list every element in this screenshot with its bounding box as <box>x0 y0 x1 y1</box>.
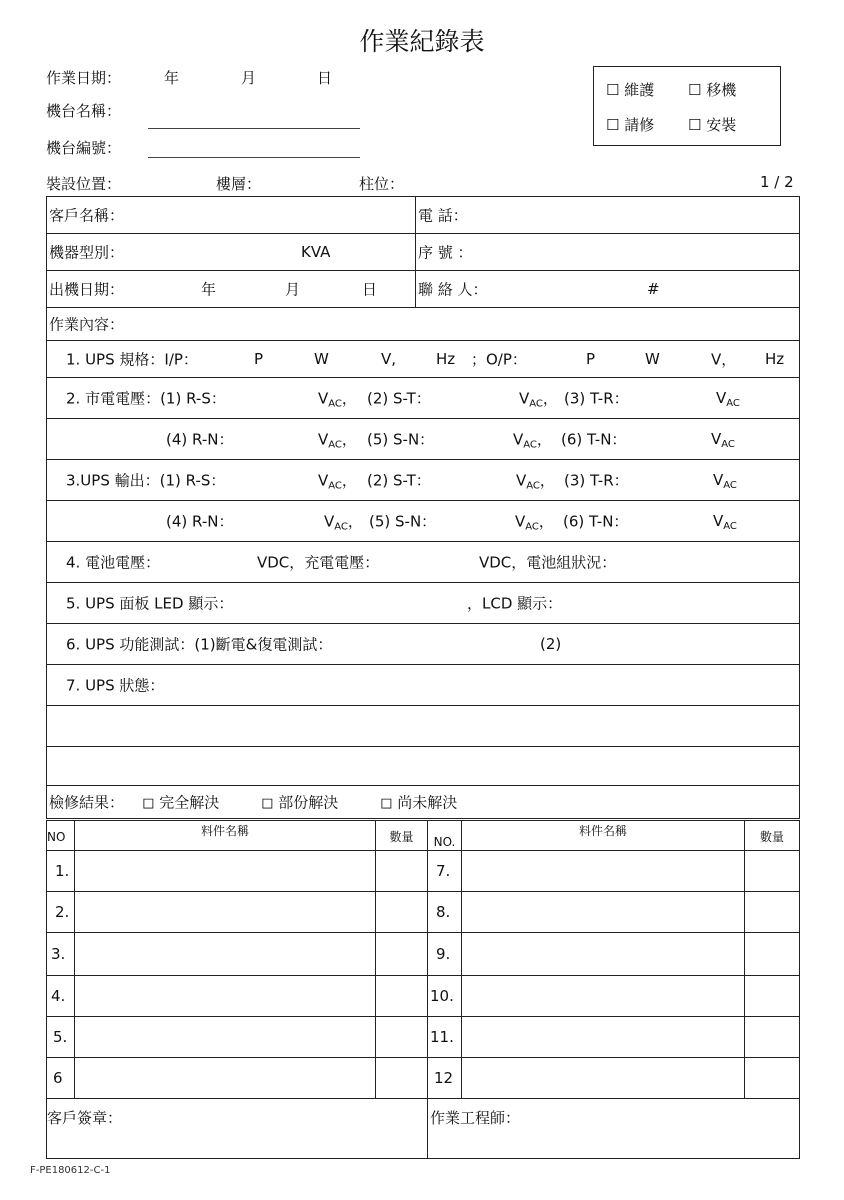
volt-ac: AC <box>526 480 540 492</box>
mains-rs-unit <box>318 388 357 409</box>
row-no-left: 1. <box>47 851 75 892</box>
volt-v: V <box>318 430 329 449</box>
date-day: 日 <box>317 69 333 87</box>
function-test-label: 6. UPS 功能測試：(1)斷電&復電測試： <box>66 635 333 654</box>
row-no-left: 5. <box>47 1017 75 1058</box>
part-name-left[interactable] <box>75 933 376 976</box>
volt-ac: AC <box>523 439 537 451</box>
customer-signature-cell[interactable] <box>47 1099 428 1159</box>
output-sn-unit <box>515 511 554 532</box>
engineer-signature-cell[interactable] <box>428 1099 800 1159</box>
model-cell[interactable] <box>47 234 416 271</box>
qty-left-text: 數量 <box>389 829 414 844</box>
part-qty-right[interactable] <box>745 892 800 933</box>
spec-row[interactable] <box>47 341 800 378</box>
output-rs-label: 3.UPS 輸出：(1) R-S： <box>66 471 226 490</box>
parts-no-header-left <box>47 821 75 851</box>
name-right-text: 料件名稱 <box>578 824 627 838</box>
row-no-right: 10. <box>428 976 462 1017</box>
output-tn-label: (6) T-N： <box>563 512 629 531</box>
floor-label: 樓層： <box>216 175 262 193</box>
spec-ip-v: V, <box>381 350 397 368</box>
checkbox-relocation[interactable]: ☐ 移機 <box>688 81 737 99</box>
kva-unit: KVA <box>301 243 331 261</box>
parts-name-header-right <box>462 821 745 851</box>
work-content-header <box>47 308 800 341</box>
part-name-left[interactable] <box>75 892 376 933</box>
battery-row[interactable] <box>47 542 800 583</box>
part-qty-right[interactable] <box>745 976 800 1017</box>
part-name-left[interactable] <box>75 1017 376 1058</box>
part-name-right[interactable] <box>462 892 745 933</box>
date-month: 月 <box>241 69 257 87</box>
spec-ip-w: W <box>314 350 329 368</box>
part-qty-right[interactable] <box>745 1058 800 1099</box>
comma: ， <box>341 471 357 490</box>
parts-no-header-right <box>428 821 462 851</box>
blank-row-1[interactable] <box>47 706 800 747</box>
output-rs-unit <box>318 470 357 491</box>
parts-name-header-left <box>75 821 376 851</box>
volt-ac: AC <box>723 521 737 532</box>
page-title: 作業紀錄表 <box>359 27 485 56</box>
output-row-2[interactable] <box>47 501 800 542</box>
volt-v: V <box>713 512 724 530</box>
page-number: 1 / 2 <box>760 173 794 191</box>
output-rn-label: (4) R-N： <box>166 512 234 531</box>
date-year: 年 <box>164 69 180 87</box>
ups-status-row[interactable] <box>47 665 800 706</box>
mains-tr-unit <box>716 389 740 407</box>
ship-date-cell[interactable] <box>47 271 416 308</box>
customer-signature-label: 客戶簽章： <box>47 1109 123 1127</box>
row-no-right: 8. <box>428 892 462 933</box>
volt-v: V <box>318 389 329 408</box>
spec-op-p: P <box>586 350 596 368</box>
checkbox-maintenance[interactable]: ☐ 維護 <box>606 81 655 99</box>
location-label: 裝設位置： <box>46 175 122 193</box>
machine-name-label: 機台名稱： <box>46 102 122 120</box>
volt-ac: AC <box>721 439 735 450</box>
work-type-box <box>593 66 781 146</box>
work-content-label: 作業內容： <box>49 315 125 334</box>
spec-op-label: ；O/P： <box>471 350 527 369</box>
volt-ac: AC <box>723 480 737 491</box>
engineer-signature-label: 作業工程師： <box>430 1109 521 1127</box>
qty-right-text: 數量 <box>759 829 784 844</box>
mains-rn-unit <box>318 429 357 450</box>
spec-ip-hz: Hz <box>436 350 456 368</box>
parts-row[interactable] <box>47 892 800 933</box>
output-tr-label: (3) T-R： <box>564 471 629 490</box>
mains-tn-unit <box>711 430 735 448</box>
part-qty-left[interactable] <box>376 1058 428 1099</box>
spec-op-v: V， <box>711 350 737 369</box>
phone-label: 電 話： <box>418 206 468 225</box>
output-st-label: (2) S-T： <box>367 471 431 490</box>
part-qty-left[interactable] <box>376 851 428 892</box>
output-row-1[interactable] <box>47 460 800 501</box>
parts-row[interactable] <box>47 976 800 1017</box>
mains-st-label: (2) S-T： <box>367 389 431 408</box>
contact-label: 聯 絡 人： <box>418 280 488 299</box>
parts-row[interactable] <box>47 933 800 976</box>
volt-v: V <box>515 512 526 531</box>
result-unresolved-checkbox[interactable]: ◻ 尚未解決 <box>380 793 458 812</box>
contact-cell[interactable] <box>416 271 800 308</box>
volt-ac: AC <box>529 398 543 410</box>
output-rn-unit <box>324 511 363 532</box>
volt-v: V <box>711 430 722 448</box>
volt-ac: AC <box>525 521 539 533</box>
volt-v: V <box>513 430 524 449</box>
comma: ， <box>542 389 558 408</box>
form-code: F-PE180612-C-1 <box>30 1165 111 1176</box>
battery-voltage-label: 4. 電池電壓： <box>66 553 161 572</box>
model-label: 機器型別： <box>49 243 125 262</box>
volt-ac: AC <box>328 480 342 492</box>
row-no-left: 6 <box>47 1058 75 1099</box>
mains-st-unit <box>519 388 558 409</box>
charge-voltage-label: VDC，充電電壓： <box>257 553 380 572</box>
part-qty-right[interactable] <box>745 933 800 976</box>
volt-v: V <box>318 471 329 490</box>
mains-tr-label: (3) T-R： <box>564 389 629 408</box>
part-qty-left[interactable] <box>376 892 428 933</box>
comma: ， <box>341 430 357 449</box>
output-tn-unit <box>713 512 737 530</box>
ship-day: 日 <box>362 280 378 299</box>
result-row <box>47 786 800 819</box>
parts-header-row <box>47 821 800 851</box>
work-record-table <box>46 196 800 819</box>
volt-ac: AC <box>328 439 342 451</box>
row-no-right: 7. <box>428 851 462 892</box>
mains-rs-label: 2. 市電電壓：(1) R-S： <box>66 389 226 408</box>
parts-qty-header-right <box>745 821 800 851</box>
lcd-display-label: ，LCD 顯示： <box>467 594 563 613</box>
result-label: 檢修結果： <box>49 793 125 812</box>
parts-row[interactable] <box>47 851 800 892</box>
machine-no-label: 機台編號： <box>46 139 122 157</box>
volt-v: V <box>713 471 724 489</box>
part-name-right[interactable] <box>462 1017 745 1058</box>
spec-ip-p: P <box>254 350 264 368</box>
function-test-row[interactable] <box>47 624 800 665</box>
comma: ， <box>539 471 555 490</box>
parts-table <box>46 820 800 1159</box>
part-name-right[interactable] <box>462 976 745 1017</box>
part-name-right[interactable] <box>462 933 745 976</box>
comma: ， <box>341 389 357 408</box>
serial-cell[interactable] <box>416 234 800 271</box>
name-left-text: 料件名稱 <box>200 824 249 838</box>
customer-name-cell[interactable] <box>47 197 416 234</box>
no-right-text: NO. <box>433 835 456 849</box>
spec-op-hz: Hz <box>765 350 785 368</box>
row-no-right: 9. <box>428 933 462 976</box>
mains-sn-label: (5) S-N： <box>367 430 435 449</box>
serial-label: 序 號 ： <box>418 243 473 262</box>
comma: ， <box>538 512 554 531</box>
pillar-label: 柱位： <box>359 175 405 193</box>
volt-v: V <box>324 512 335 531</box>
part-name-left[interactable] <box>75 1058 376 1099</box>
part-name-right[interactable] <box>462 851 745 892</box>
part-qty-left[interactable] <box>376 1017 428 1058</box>
output-st-unit <box>516 470 555 491</box>
output-tr-unit <box>713 471 737 489</box>
mains-row-2[interactable] <box>47 419 800 460</box>
contact-ext-hash: # <box>647 280 660 298</box>
comma: ， <box>536 430 552 449</box>
mains-row-1[interactable] <box>47 378 800 419</box>
volt-ac: AC <box>726 398 740 409</box>
panel-display-row[interactable] <box>47 583 800 624</box>
battery-status-label: VDC，電池組狀況： <box>479 553 617 572</box>
checkbox-repair-request[interactable]: ☐ 請修 <box>606 116 655 134</box>
part-qty-right[interactable] <box>745 851 800 892</box>
date-label: 作業日期： <box>46 69 122 87</box>
row-no-left: 2. <box>47 892 75 933</box>
machine-name-field[interactable] <box>148 128 360 129</box>
parts-row[interactable] <box>47 1017 800 1058</box>
part-name-right[interactable] <box>462 1058 745 1099</box>
function-test-2: (2) <box>540 635 562 653</box>
mains-rn-label: (4) R-N： <box>166 430 234 449</box>
led-display-label: 5. UPS 面板 LED 顯示： <box>66 594 234 613</box>
part-name-left[interactable] <box>75 851 376 892</box>
part-qty-left[interactable] <box>376 933 428 976</box>
mains-tn-label: (6) T-N： <box>561 430 627 449</box>
parts-row[interactable] <box>47 1058 800 1099</box>
signature-row <box>47 1099 800 1159</box>
volt-v: V <box>716 389 727 407</box>
checkbox-installation[interactable]: ☐ 安裝 <box>688 116 737 134</box>
spec-op-w: W <box>645 350 660 368</box>
row-no-right: 11. <box>428 1017 462 1058</box>
result-partial-checkbox[interactable]: ◻ 部份解決 <box>261 793 339 812</box>
output-sn-label: (5) S-N： <box>369 512 437 531</box>
spec-label: 1. UPS 規格：I/P： <box>66 350 198 369</box>
part-qty-right[interactable] <box>745 1017 800 1058</box>
blank-row-2[interactable] <box>47 747 800 786</box>
ship-month: 月 <box>285 280 301 299</box>
comma: ， <box>347 512 363 531</box>
mains-sn-unit <box>513 429 552 450</box>
row-no-right: 12 <box>428 1058 462 1099</box>
no-left-text: NO <box>47 829 66 844</box>
ups-status-label: 7. UPS 狀態： <box>66 676 165 695</box>
parts-qty-header-left <box>376 821 428 851</box>
row-no-left: 3. <box>47 933 75 976</box>
part-qty-left[interactable] <box>376 976 428 1017</box>
volt-ac: AC <box>328 398 342 410</box>
row-no-left: 4. <box>47 976 75 1017</box>
volt-ac: AC <box>334 521 348 533</box>
machine-no-field[interactable] <box>148 157 360 158</box>
phone-cell[interactable] <box>416 197 800 234</box>
volt-v: V <box>516 471 527 490</box>
ship-year: 年 <box>201 280 217 299</box>
volt-v: V <box>519 389 530 408</box>
part-name-left[interactable] <box>75 976 376 1017</box>
ship-date-label: 出機日期： <box>49 280 125 299</box>
result-resolved-checkbox[interactable]: ◻ 完全解決 <box>142 793 220 812</box>
customer-name-label: 客戶名稱： <box>49 206 125 225</box>
